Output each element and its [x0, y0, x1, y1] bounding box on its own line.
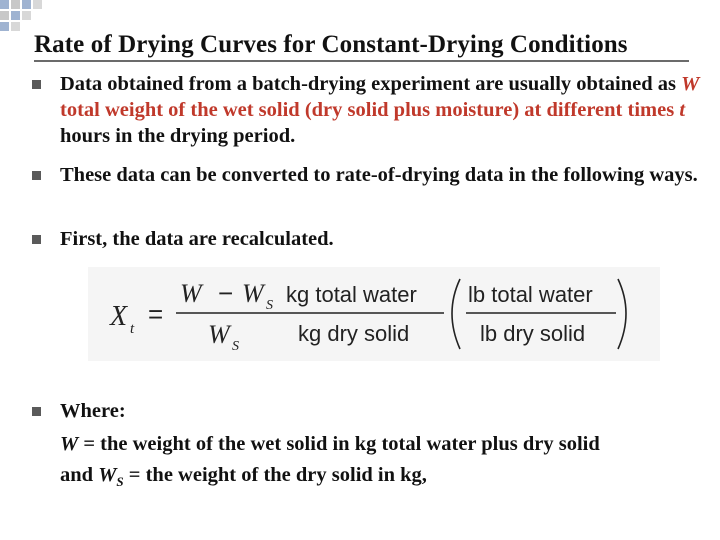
var-w: W [681, 73, 700, 95]
eq-num-ws: W [242, 279, 264, 308]
eq-num-ws-sub: S [266, 298, 273, 313]
eq-unit-lb-den: lb dry solid [480, 321, 586, 346]
bullet-1-highlight-text: total weight of the wet solid (dry solid plus moisture) at different times [60, 99, 680, 121]
definition-line-1 [60, 431, 710, 457]
definition-line-2 [60, 462, 710, 495]
eq-den-ws: W [208, 320, 230, 349]
eq-den-ws-sub: S [232, 339, 239, 354]
bullet-marker [32, 407, 41, 416]
eq-unit-kg-num: kg total water [286, 282, 417, 307]
corner-decoration [0, 0, 60, 34]
def-var-ws-sub: S [116, 474, 124, 490]
eq-lhs-var: X [110, 301, 128, 332]
bullet-1-post: hours in the drying period. [60, 125, 296, 147]
bullet-2-text: These data can be converted to rate-of-drying data in the following ways. [60, 164, 698, 186]
def-line-1-text: = the weight of the wet solid in kg total water plus dry solid [78, 433, 600, 455]
eq-equals: = [148, 299, 164, 329]
bullet-marker [32, 171, 41, 180]
moisture-content-equation [88, 267, 660, 361]
bullet-1-text [60, 71, 700, 149]
bullet-marker [32, 235, 41, 244]
bullet-3-text: First, the data are recalculated. [60, 228, 334, 250]
def-var-w: W [60, 433, 79, 455]
eq-unit-kg-den: kg dry solid [298, 321, 410, 346]
bullet-4-text: Where: [60, 400, 126, 422]
def-line-2-pre: and [60, 464, 99, 486]
eq-unit-lb-num: lb total water [468, 282, 593, 307]
var-t: t [679, 99, 686, 121]
eq-right-paren [618, 279, 626, 349]
eq-left-paren [452, 279, 460, 349]
slide-title: Rate of Drying Curves for Constant-Drying Conditions [34, 31, 628, 58]
eq-minus: − [218, 278, 234, 308]
title-divider [34, 60, 689, 62]
eq-lhs-sub: t [130, 321, 135, 337]
bullet-1-pre: Data obtained from a batch-drying experiment are usually obtained as [60, 73, 682, 95]
def-line-2-text: = the weight of the dry solid in kg, [123, 464, 427, 486]
def-var-ws: W [98, 464, 117, 486]
eq-num-w: W [180, 279, 202, 308]
bullet-marker [32, 80, 41, 89]
